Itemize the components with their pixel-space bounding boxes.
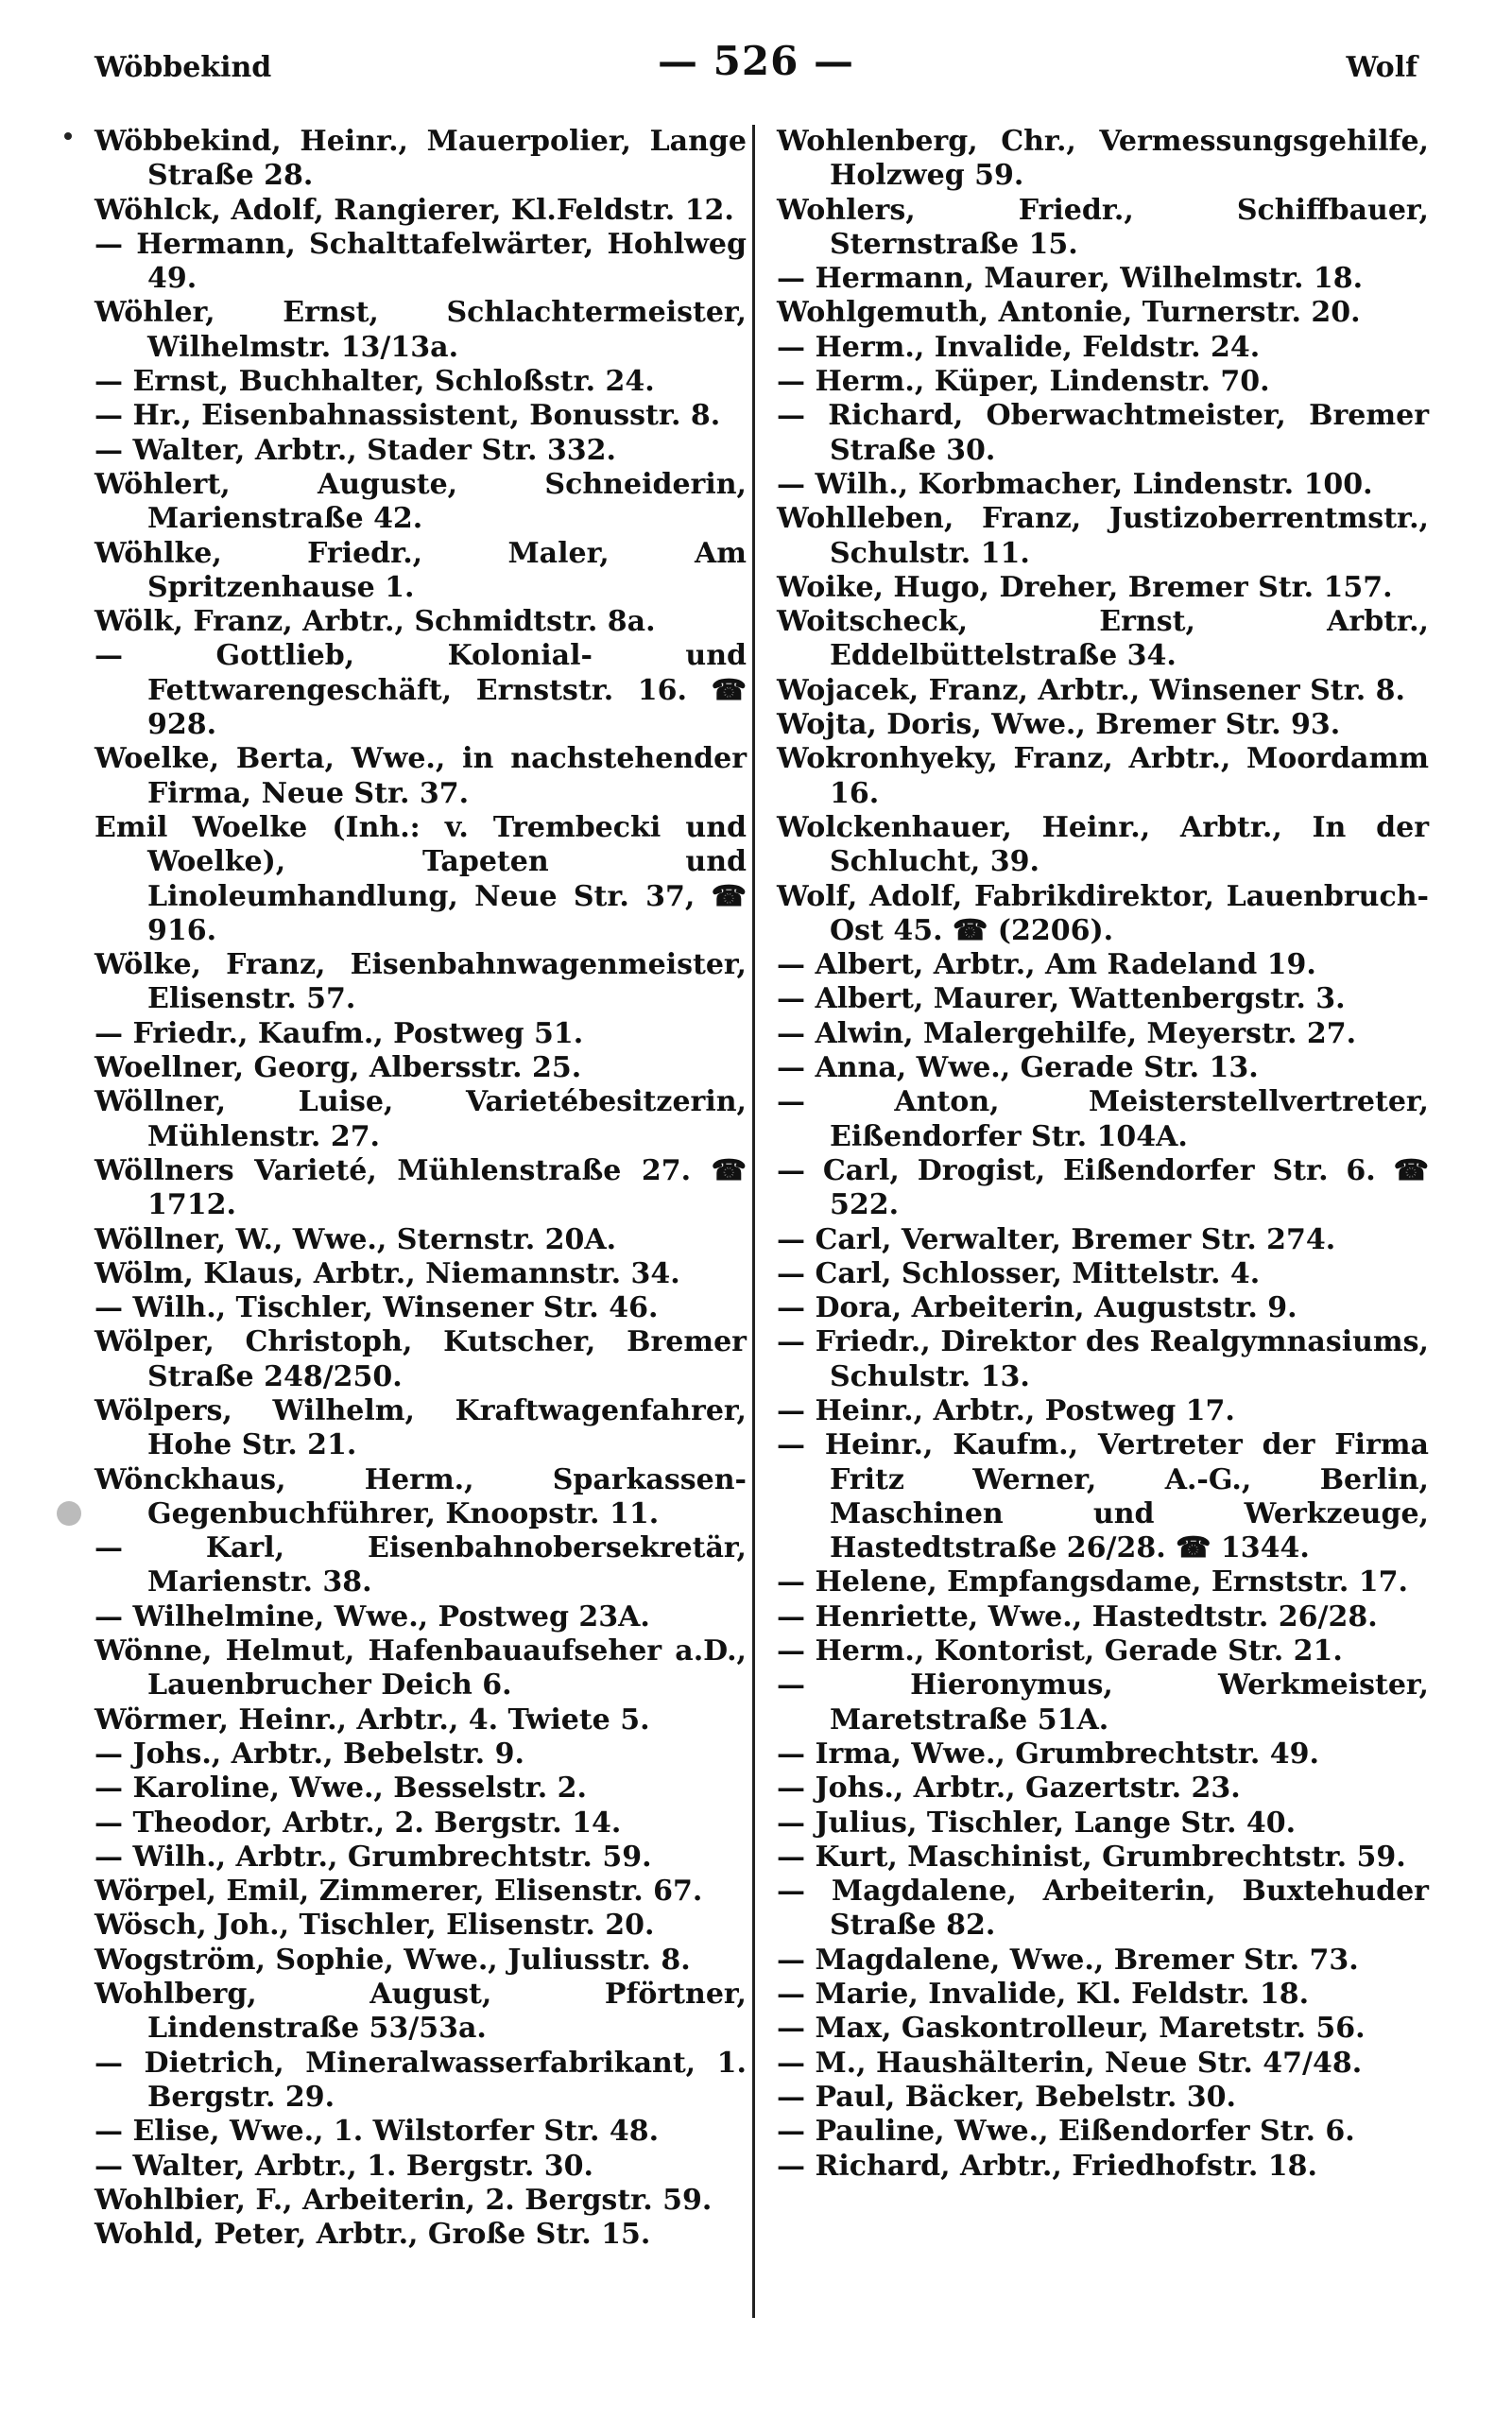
directory-entry: — Julius, Tischler, Lange Str. 40. — [777, 1806, 1297, 1840]
directory-entry: — Dietrich, Mineralwasserfabrikant, 1. Bergstr. 29. — [94, 2046, 747, 2114]
directory-entry: Wojta, Doris, Wwe., Bremer Str. 93. — [777, 708, 1341, 742]
directory-entry: Woitscheck, Ernst, Arbtr., Eddelbüttelstraße 34. — [777, 605, 1429, 673]
directory-entry: — Paul, Bäcker, Bebelstr. 30. — [777, 2080, 1236, 2114]
directory-entry: — Wilh., Korbmacher, Lindenstr. 100. — [777, 467, 1373, 501]
directory-entry: — Heinr., Kaufm., Vertreter der Firma Fritz Werner, A.-G., Berlin, Maschinen und Werkzeuge, Hastedtstraße 26/28. ☎ 1344. — [777, 1428, 1429, 1565]
directory-entry: Wölm, Klaus, Arbtr., Niemannstr. 34. — [94, 1256, 680, 1290]
directory-entry: — Friedr., Direktor des Realgymnasiums, Schulstr. 13. — [777, 1325, 1429, 1393]
directory-entry: Wönckhaus, Herm., Sparkassen-Gegenbuchführer, Knoopstr. 11. — [94, 1462, 747, 1530]
directory-entry: — Irma, Wwe., Grumbrechtstr. 49. — [777, 1737, 1319, 1771]
directory-entry: Wöhlck, Adolf, Rangierer, Kl.Feldstr. 12. — [94, 193, 734, 227]
directory-entry: Wölpers, Wilhelm, Kraftwagenfahrer, Hohe Str. 21. — [94, 1393, 747, 1462]
directory-entry: — Hermann, Maurer, Wilhelmstr. 18. — [777, 262, 1364, 296]
directory-entry: — Heinr., Arbtr., Postweg 17. — [777, 1393, 1235, 1427]
directory-entry: — Hermann, Schalttafelwärter, Hohlweg 49. — [94, 227, 747, 296]
column-divider — [752, 125, 755, 2318]
directory-entry: Wöhlert, Auguste, Schneiderin, Marienstraße 42. — [94, 467, 747, 536]
directory-entry: — Karoline, Wwe., Besselstr. 2. — [94, 1772, 588, 1806]
directory-entry: Wohlers, Friedr., Schiffbauer, Sternstraße 15. — [777, 193, 1429, 261]
directory-entry: — Elise, Wwe., 1. Wilstorfer Str. 48. — [94, 2115, 660, 2149]
directory-entry: — Max, Gaskontrolleur, Maretstr. 56. — [777, 2012, 1366, 2046]
directory-entry: Wösch, Joh., Tischler, Elisenstr. 20. — [94, 1909, 655, 1943]
directory-entry: Wohlenberg, Chr., Vermessungsgehilfe, Holzweg 59. — [777, 125, 1429, 193]
directory-entry: Wolf, Adolf, Fabrikdirektor, Lauenbruch-Ost 45. ☎ (2206). — [777, 879, 1429, 947]
directory-entry: — Alwin, Malergehilfe, Meyerstr. 27. — [777, 1016, 1357, 1050]
directory-entry: — Richard, Arbtr., Friedhofstr. 18. — [777, 2149, 1317, 2183]
directory-entry: Woellner, Georg, Albersstr. 25. — [94, 1051, 582, 1085]
directory-entry: Wölk, Franz, Arbtr., Schmidtstr. 8a. — [94, 605, 656, 639]
directory-entry: Wohlgemuth, Antonie, Turnerstr. 20. — [777, 296, 1361, 330]
directory-entry: Wönne, Helmut, Hafenbauaufseher a.D., Lauenbrucher Deich 6. — [94, 1634, 747, 1703]
directory-entry: Wöllner, W., Wwe., Sternstr. 20A. — [94, 1222, 617, 1256]
directory-entry: — Karl, Eisenbahnobersekretär, Marienstr. 38. — [94, 1531, 747, 1599]
directory-entry: — Gottlieb, Kolonial- und Fettwarengeschäft, Ernststr. 16. ☎ 928. — [94, 639, 747, 742]
directory-entry: Wörpel, Emil, Zimmerer, Elisenstr. 67. — [94, 1875, 703, 1909]
directory-entry: Wokronhyeky, Franz, Arbtr., Moordamm 16. — [777, 742, 1429, 810]
directory-entry: Wöllner, Luise, Varietébesitzerin, Mühlenstr. 27. — [94, 1085, 747, 1153]
directory-entry: — Ernst, Buchhalter, Schloßstr. 24. — [94, 365, 655, 399]
directory-entry: — Wilhelmine, Wwe., Postweg 23A. — [94, 1599, 650, 1634]
directory-entry: Wolckenhauer, Heinr., Arbtr., In der Schlucht, 39. — [777, 810, 1429, 879]
page-header — [94, 38, 1418, 113]
punch-hole-mark — [57, 1501, 81, 1526]
directory-entry: — Richard, Oberwachtmeister, Bremer Straße 30. — [777, 399, 1429, 467]
directory-entry: — Pauline, Wwe., Eißendorfer Str. 6. — [777, 2115, 1355, 2149]
directory-entry: — Hr., Eisenbahnassistent, Bonusstr. 8. — [94, 399, 721, 433]
directory-entry: — Johs., Arbtr., Bebelstr. 9. — [94, 1737, 524, 1771]
directory-entry: — Carl, Schlosser, Mittelstr. 4. — [777, 1256, 1261, 1290]
directory-entry: Wojacek, Franz, Arbtr., Winsener Str. 8. — [777, 673, 1405, 707]
directory-entry: Wöhler, Ernst, Schlachtermeister, Wilhelmstr. 13/13a. — [94, 296, 747, 364]
directory-entry: — Anna, Wwe., Gerade Str. 13. — [777, 1051, 1259, 1085]
directory-entry: Wohlbier, F., Arbeiterin, 2. Bergstr. 59. — [94, 2183, 713, 2217]
directory-entry: — Wilh., Arbtr., Grumbrechtstr. 59. — [94, 1840, 652, 1874]
directory-entry: Wohlleben, Franz, Justizoberrentmstr., Schulstr. 11. — [777, 502, 1429, 570]
directory-entry: Woike, Hugo, Dreher, Bremer Str. 157. — [777, 570, 1393, 604]
directory-entry: — Herm., Kontorist, Gerade Str. 21. — [777, 1634, 1343, 1668]
directory-entry: — M., Haushälterin, Neue Str. 47/48. — [777, 2046, 1363, 2080]
directory-entry: — Albert, Arbtr., Am Radeland 19. — [777, 948, 1316, 982]
directory-entry: Woelke, Berta, Wwe., in nachstehender Firma, Neue Str. 37. — [94, 742, 747, 810]
directory-entry: — Magdalene, Wwe., Bremer Str. 73. — [777, 1943, 1359, 1977]
directory-entry: — Hieronymus, Werkmeister, Maretstraße 51A. — [777, 1668, 1429, 1737]
directory-entry: — Friedr., Kaufm., Postweg 51. — [94, 1016, 584, 1050]
directory-entry: Emil Woelke (Inh.: v. Trembecki und Woelke), Tapeten und Linoleumhandlung, Neue Str. 37, ☎ 916. — [94, 810, 747, 947]
directory-entry: — Herm., Invalide, Feldstr. 24. — [777, 330, 1261, 364]
directory-entry: Wöbbekind, Heinr., Mauerpolier, Lange Straße 28. — [94, 125, 747, 193]
directory-entry: — Helene, Empfangsdame, Ernststr. 17. — [777, 1565, 1408, 1599]
directory-entry: — Anton, Meisterstellvertreter, Eißendorfer Str. 104A. — [777, 1085, 1429, 1153]
directory-entry: — Wilh., Tischler, Winsener Str. 46. — [94, 1291, 659, 1325]
left-column — [94, 125, 747, 2252]
directory-entry: — Carl, Drogist, Eißendorfer Str. 6. ☎ 522. — [777, 1153, 1429, 1222]
directory-entry: Wöhlke, Friedr., Maler, Am Spritzenhause 1. — [94, 536, 747, 604]
directory-entry: — Walter, Arbtr., 1. Bergstr. 30. — [94, 2149, 593, 2183]
right-column — [777, 125, 1429, 2184]
ink-dot-mark — [64, 132, 72, 140]
directory-entry: — Henriette, Wwe., Hastedtstr. 26/28. — [777, 1599, 1378, 1634]
header-left-keyword: Wöbbekind — [94, 51, 272, 84]
page-number: — 526 — — [658, 38, 854, 84]
directory-entry: Wogström, Sophie, Wwe., Juliusstr. 8. — [94, 1943, 691, 1977]
directory-entry: Wölke, Franz, Eisenbahnwagenmeister, Elisenstr. 57. — [94, 948, 747, 1016]
directory-entry: Wörmer, Heinr., Arbtr., 4. Twiete 5. — [94, 1703, 650, 1737]
directory-entry: — Theodor, Arbtr., 2. Bergstr. 14. — [94, 1806, 622, 1840]
directory-entry: — Carl, Verwalter, Bremer Str. 274. — [777, 1222, 1336, 1256]
header-right-keyword: Wolf — [1346, 51, 1418, 84]
directory-entry: — Marie, Invalide, Kl. Feldstr. 18. — [777, 1978, 1310, 2012]
directory-entry: — Magdalene, Arbeiterin, Buxtehuder Straße 82. — [777, 1875, 1429, 1943]
directory-entry: — Dora, Arbeiterin, Auguststr. 9. — [777, 1291, 1297, 1325]
directory-entry: — Kurt, Maschinist, Grumbrechtstr. 59. — [777, 1840, 1406, 1874]
directory-entry: — Johs., Arbtr., Gazertstr. 23. — [777, 1772, 1241, 1806]
directory-entry: Wölper, Christoph, Kutscher, Bremer Straße 248/250. — [94, 1325, 747, 1393]
directory-entry: Wohld, Peter, Arbtr., Große Str. 15. — [94, 2218, 651, 2252]
directory-entry: — Herm., Küper, Lindenstr. 70. — [777, 365, 1270, 399]
directory-entry: Wohlberg, August, Pförtner, Lindenstraße 53/53a. — [94, 1978, 747, 2046]
directory-entry: Wöllners Varieté, Mühlenstraße 27. ☎ 1712. — [94, 1153, 747, 1222]
directory-entry: — Walter, Arbtr., Stader Str. 332. — [94, 433, 616, 467]
directory-entry: — Albert, Maurer, Wattenbergstr. 3. — [777, 982, 1346, 1016]
